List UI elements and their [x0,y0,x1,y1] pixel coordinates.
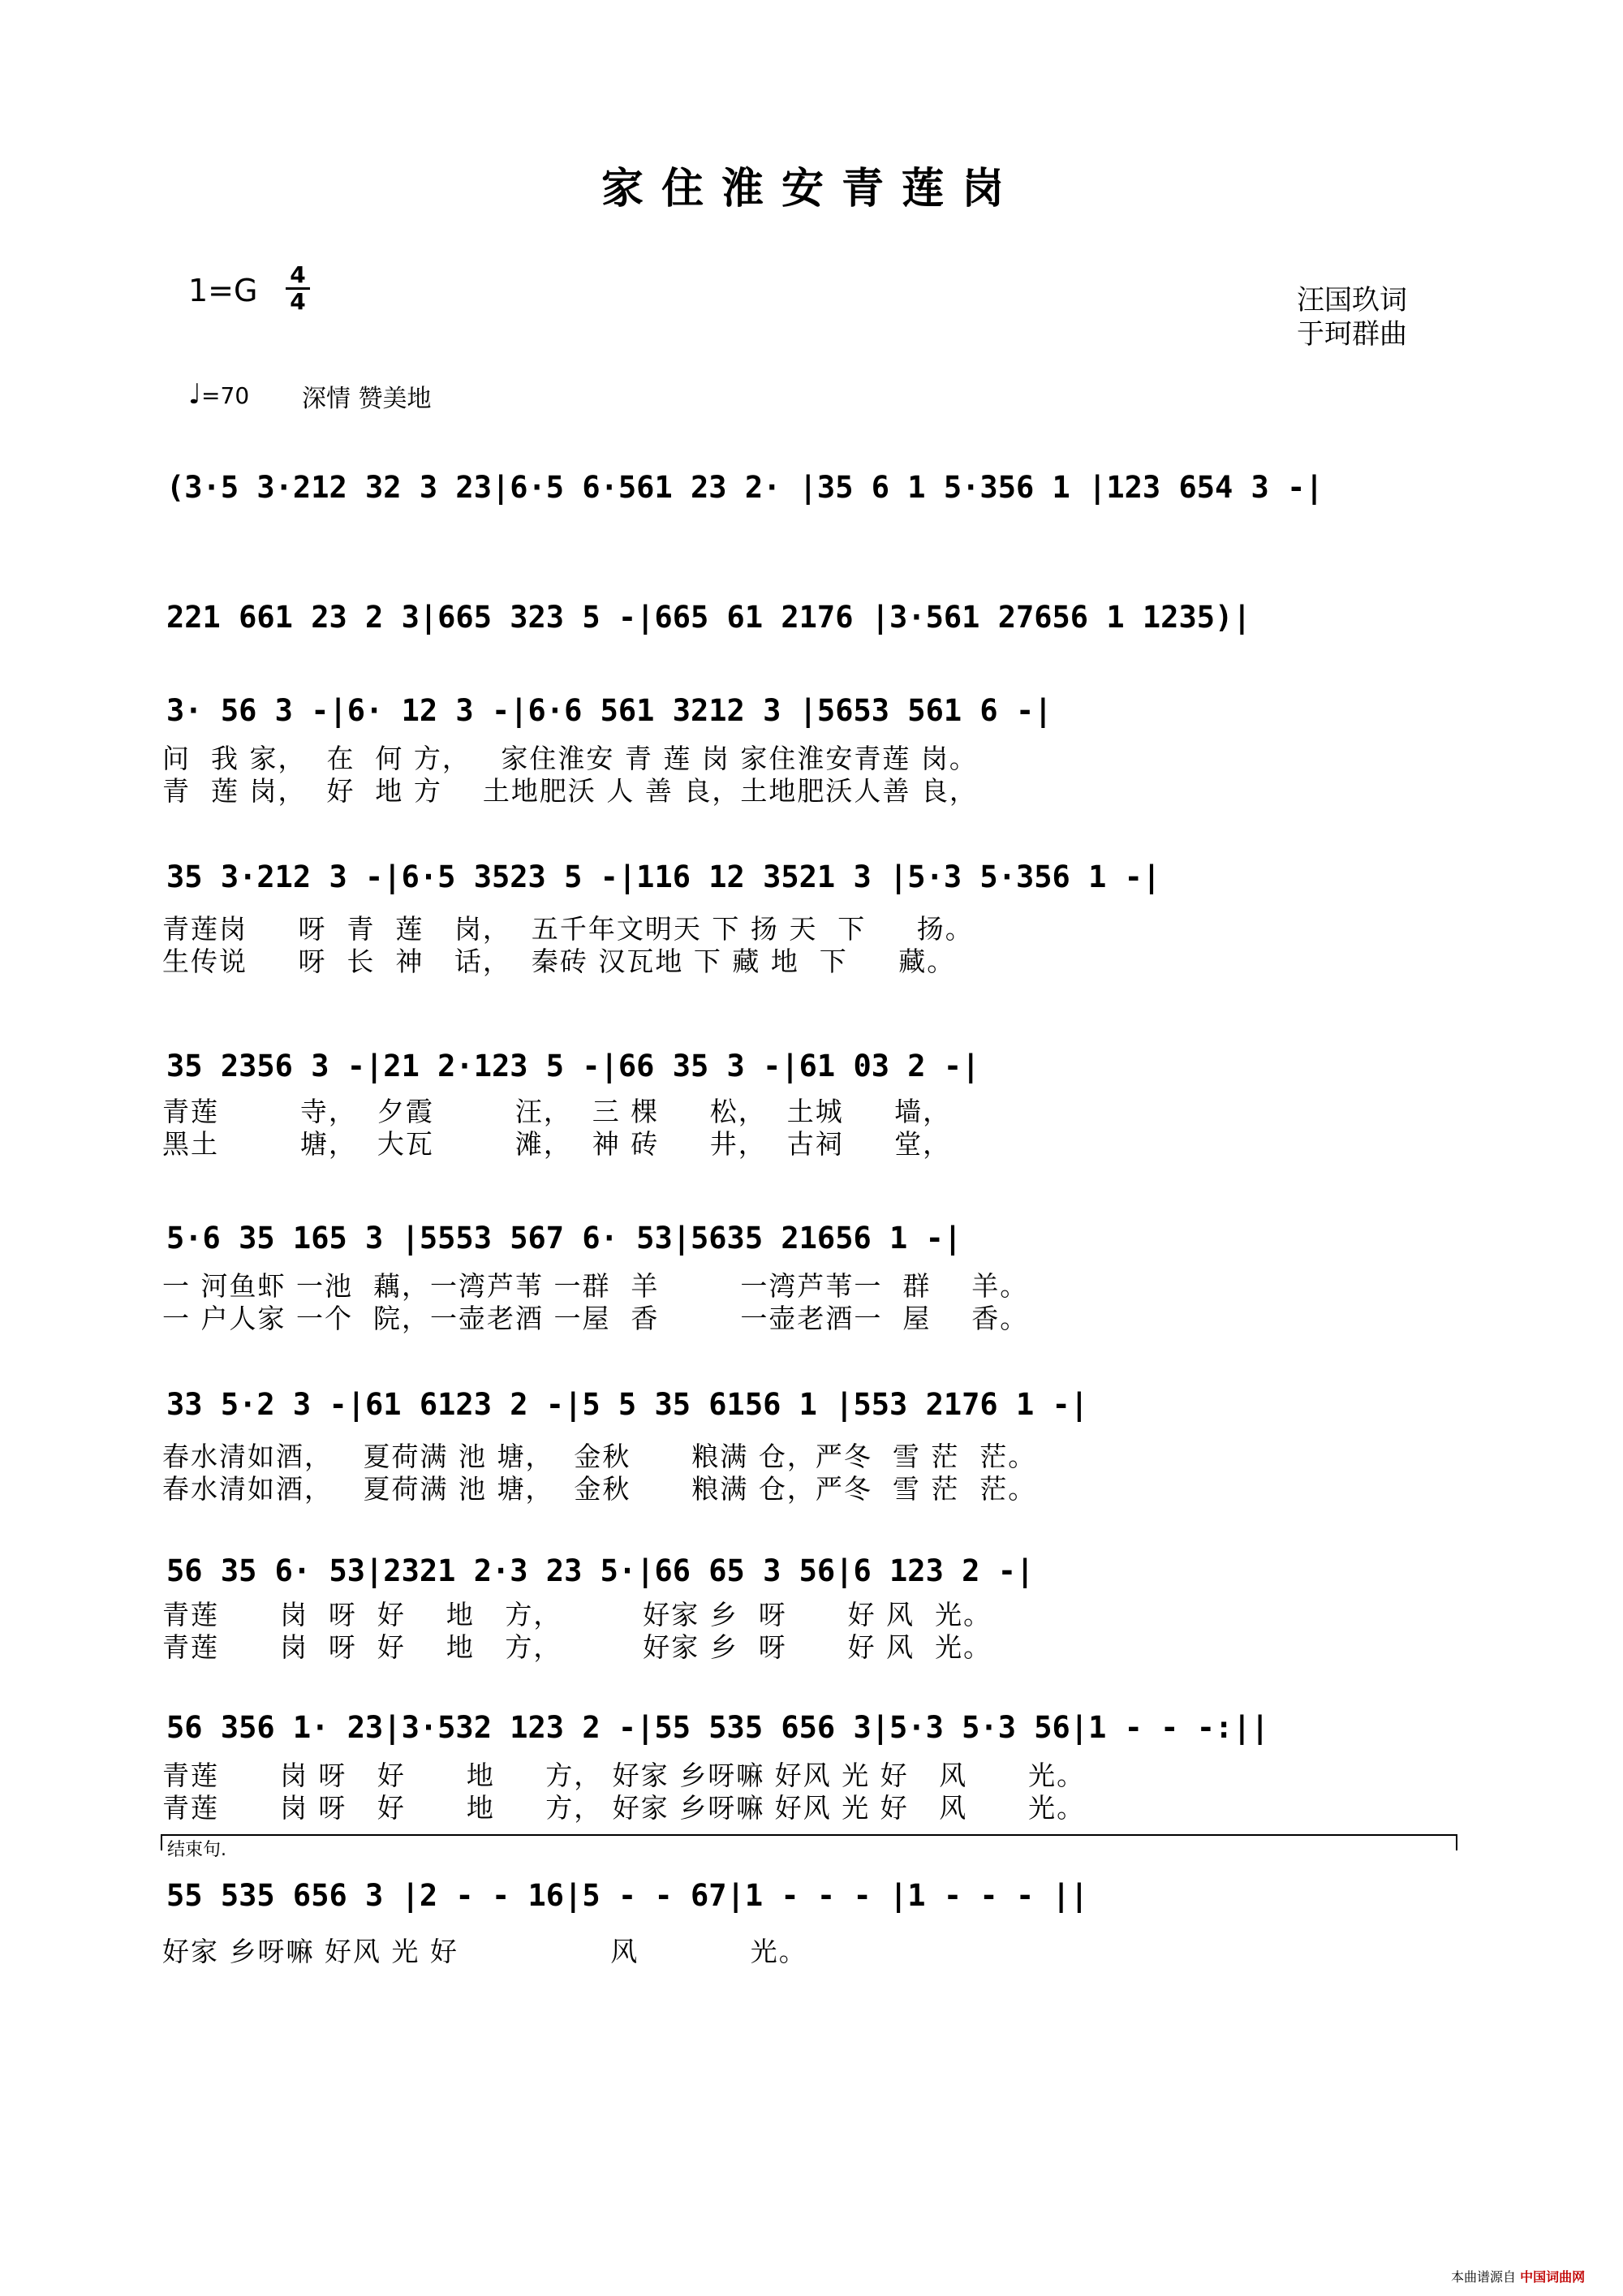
lyric-line-3-verse-1: 问 我 家， 在 何 方， 家住淮安 青 莲 岗 家住淮安青莲 岗。 [162,743,978,774]
notation-line-6: 5·6 35 165 3 |5553 567 6· 53|5635 21656 1 -| [166,1221,962,1256]
lyric-line-7-verse-1: 春水清如酒， 夏荷满 池 塘， 金秋 粮满 仓，严冬 雪 茫 茫。 [162,1441,1037,1472]
lyric-line-6-verse-2: 一 户人家 一个 院，一壶老酒 一屋 香 一壶老酒一 屋 香。 [162,1303,1029,1334]
lyric-line-7-verse-2: 春水清如酒， 夏荷满 池 塘， 金秋 粮满 仓，严冬 雪 茫 茫。 [162,1473,1037,1505]
song-title: 家住淮安青莲岗 [601,164,1022,213]
source-footer [1451,2267,1585,2285]
time-signature [286,261,310,315]
lyric-line-8-verse-1: 青莲 岗 呀 好 地 方， 好家 乡 呀 好 风 光。 [162,1599,992,1630]
lyric-line-5-verse-1: 青莲 寺， 夕霞 汪， 三 棵 松， 土城 墙， [162,1096,952,1127]
ending-label: 结束句. [167,1840,226,1860]
lyricist-credit: 汪国玖词 [1297,284,1407,317]
notation-line-10: 55 535 656 3 |2 - - 16|5 - - 67|1 - - - |1 - - - || [166,1878,1089,1913]
footer-site-logo: 中国词曲网 [1520,2269,1586,2285]
notation-line-1: (3·5 3·212 32 3 23|6·5 6·561 23 2· |35 6 1 5·356 1 |123 654 3 -| [166,470,1324,505]
quarter-note-icon: ♩ [188,378,202,411]
ending-bracket [161,1834,1457,1850]
lyric-line-6-verse-1: 一 河鱼虾 一池 藕，一湾芦苇 一群 羊 一湾芦苇一 群 羊。 [162,1270,1029,1302]
lyric-line-4-verse-2: 生传说 呀 长 神 话， 秦砖 汉瓦地 下 藏 地 下 藏。 [162,946,956,977]
notation-line-8: 56 35 6· 53|2321 2·3 23 5·|66 65 3 56|6 123 2 -| [166,1553,1035,1588]
footer-source-text: 本曲谱源自 [1451,2269,1517,2285]
lyric-line-3-verse-2: 青 莲 岗， 好 地 方 土地肥沃 人 善 良，土地肥沃人善 良， [162,775,978,807]
lyric-line-10-verse-1: 好家 乡呀嘛 好风 光 好 风 光。 [162,1936,807,1967]
composer-credit: 于珂群曲 [1297,318,1407,351]
time-signature-bottom: 4 [290,288,306,315]
notation-line-7: 33 5·2 3 -|61 6123 2 -|5 5 35 6156 1 |553 2176 1 -| [166,1387,1089,1422]
tempo-marking [188,378,249,411]
lyric-line-9-verse-2: 青莲 岗 呀 好 地 方， 好家 乡呀嘛 好风 光 好 风 光。 [162,1792,1086,1824]
lyric-line-4-verse-1: 青莲岗 呀 青 莲 岗， 五千年文明天 下 扬 天 下 扬。 [162,913,974,945]
lyric-line-5-verse-2: 黑土 塘， 大瓦 滩， 神 砖 井， 古祠 堂， [162,1128,952,1160]
time-signature-top: 4 [290,261,306,288]
notation-line-3: 3· 56 3 -|6· 12 3 -|6·6 561 3212 3 |5653 561 6 -| [166,693,1053,728]
notation-line-2: 221 661 23 2 3|665 323 5 -|665 61 2176 |3·561 27656 1 1235)| [166,600,1251,635]
notation-line-9: 56 356 1· 23|3·532 123 2 -|55 535 656 3|5·3 5·3 56|1 - - -:|| [166,1710,1269,1745]
lyric-line-9-verse-1: 青莲 岗 呀 好 地 方， 好家 乡呀嘛 好风 光 好 风 光。 [162,1760,1086,1791]
notation-line-4: 35 3·212 3 -|6·5 3523 5 -|116 12 3521 3 |5·3 5·356 1 -| [166,859,1161,894]
expression-marking: 深情 赞美地 [302,385,432,413]
key-signature: 1=G [188,273,258,308]
lyric-line-8-verse-2: 青莲 岗 呀 好 地 方， 好家 乡 呀 好 风 光。 [162,1631,992,1663]
tempo-value: =70 [201,382,250,409]
notation-line-5: 35 2356 3 -|21 2·123 5 -|66 35 3 -|61 03 2 -| [166,1049,980,1083]
